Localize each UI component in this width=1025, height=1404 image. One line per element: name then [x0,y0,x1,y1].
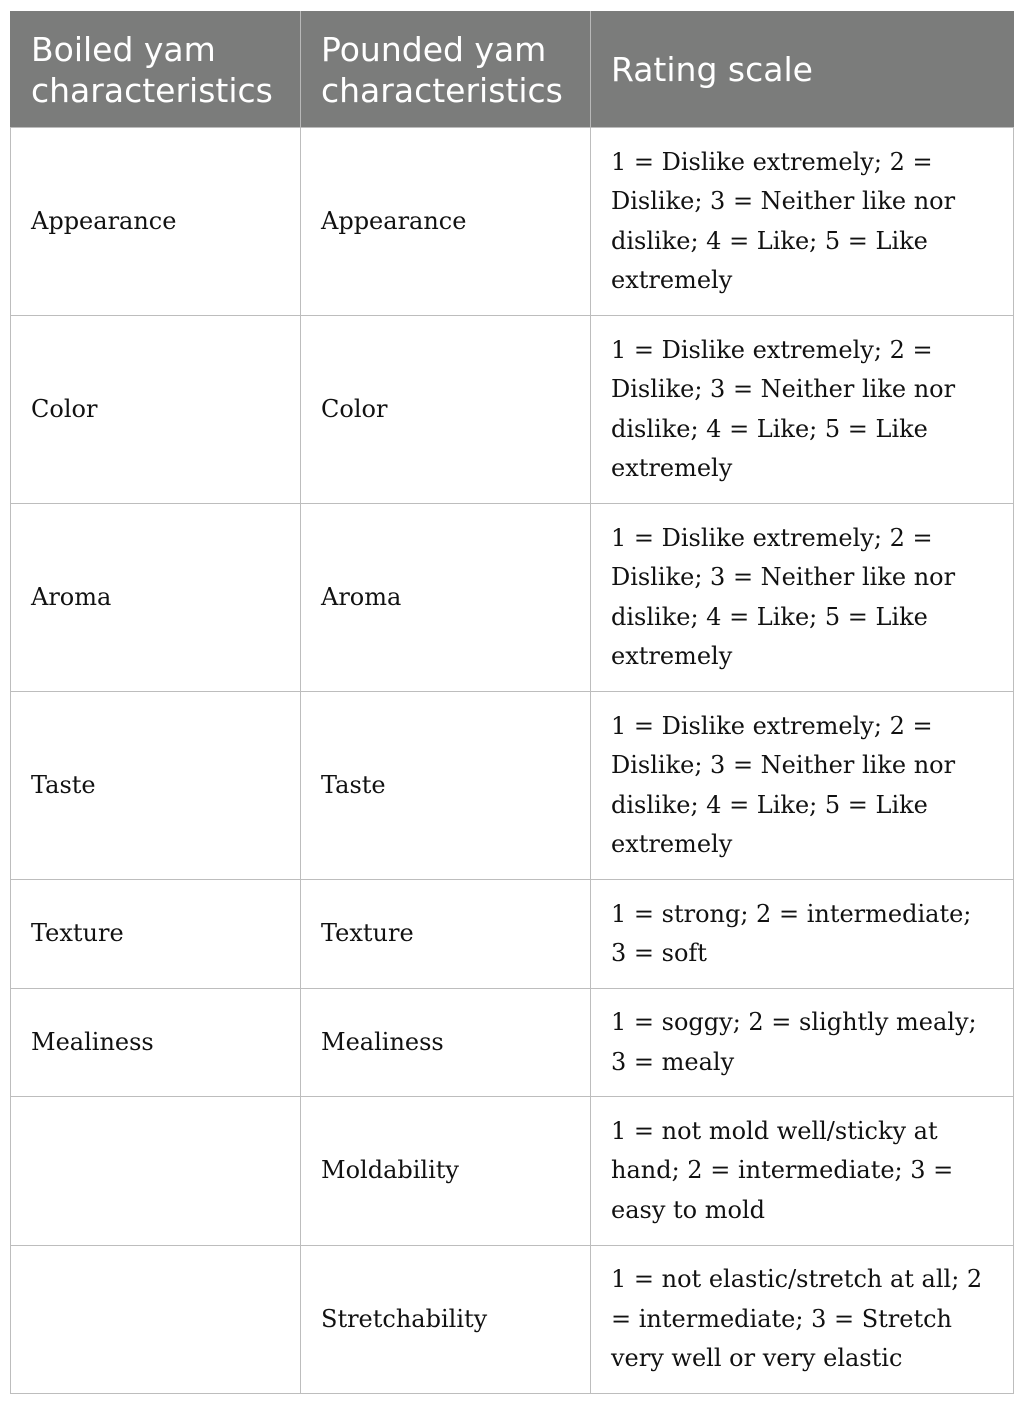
cell-rating-scale: 1 = Dislike extremely; 2 = Dislike; 3 = Neither like nor dislike; 4 = Like; 5 = Like extremely [591,316,1014,504]
cell-rating-scale: 1 = strong; 2 = intermediate; 3 = soft [591,880,1014,989]
table-row [11,989,1014,1097]
cell-rating-scale: 1 = Dislike extremely; 2 = Dislike; 3 = Neither like nor dislike; 4 = Like; 5 = Like extremely [591,692,1014,880]
cell-boiled: Texture [11,880,301,989]
rating-table [10,11,1014,1394]
cell-boiled: Color [11,316,301,504]
cell-boiled: Mealiness [11,989,301,1097]
cell-rating-scale: 1 = soggy; 2 = slightly mealy; 3 = mealy [591,989,1014,1097]
cell-rating-scale: 1 = not elastic/stretch at all; 2 = intermediate; 3 = Stretch very well or very elastic [591,1246,1014,1394]
table-row [11,504,1014,692]
cell-boiled: Appearance [11,128,301,316]
header-pounded: Pounded yam characteristics [301,12,591,128]
table-row [11,128,1014,316]
table-row [11,316,1014,504]
cell-boiled: Taste [11,692,301,880]
cell-rating-scale: 1 = Dislike extremely; 2 = Dislike; 3 = Neither like nor dislike; 4 = Like; 5 = Like extremely [591,128,1014,316]
cell-rating-scale: 1 = not mold well/sticky at hand; 2 = intermediate; 3 = easy to mold [591,1097,1014,1246]
cell-pounded: Appearance [301,128,591,316]
table-row [11,692,1014,880]
table-row [11,1097,1014,1246]
header-boiled: Boiled yam characteristics [11,12,301,128]
header-row [11,12,1014,128]
cell-pounded: Texture [301,880,591,989]
cell-boiled [11,1097,301,1246]
cell-rating-scale: 1 = Dislike extremely; 2 = Dislike; 3 = Neither like nor dislike; 4 = Like; 5 = Like extremely [591,504,1014,692]
cell-pounded: Aroma [301,504,591,692]
cell-boiled [11,1246,301,1394]
cell-pounded: Mealiness [301,989,591,1097]
cell-boiled: Aroma [11,504,301,692]
table-row [11,1246,1014,1394]
cell-pounded: Moldability [301,1097,591,1246]
table-body [11,128,1014,1394]
cell-pounded: Stretchability [301,1246,591,1394]
table-header [11,12,1014,128]
cell-pounded: Taste [301,692,591,880]
table-row [11,880,1014,989]
cell-pounded: Color [301,316,591,504]
header-rating-scale: Rating scale [591,12,1014,128]
rating-table-container [10,11,1013,1394]
